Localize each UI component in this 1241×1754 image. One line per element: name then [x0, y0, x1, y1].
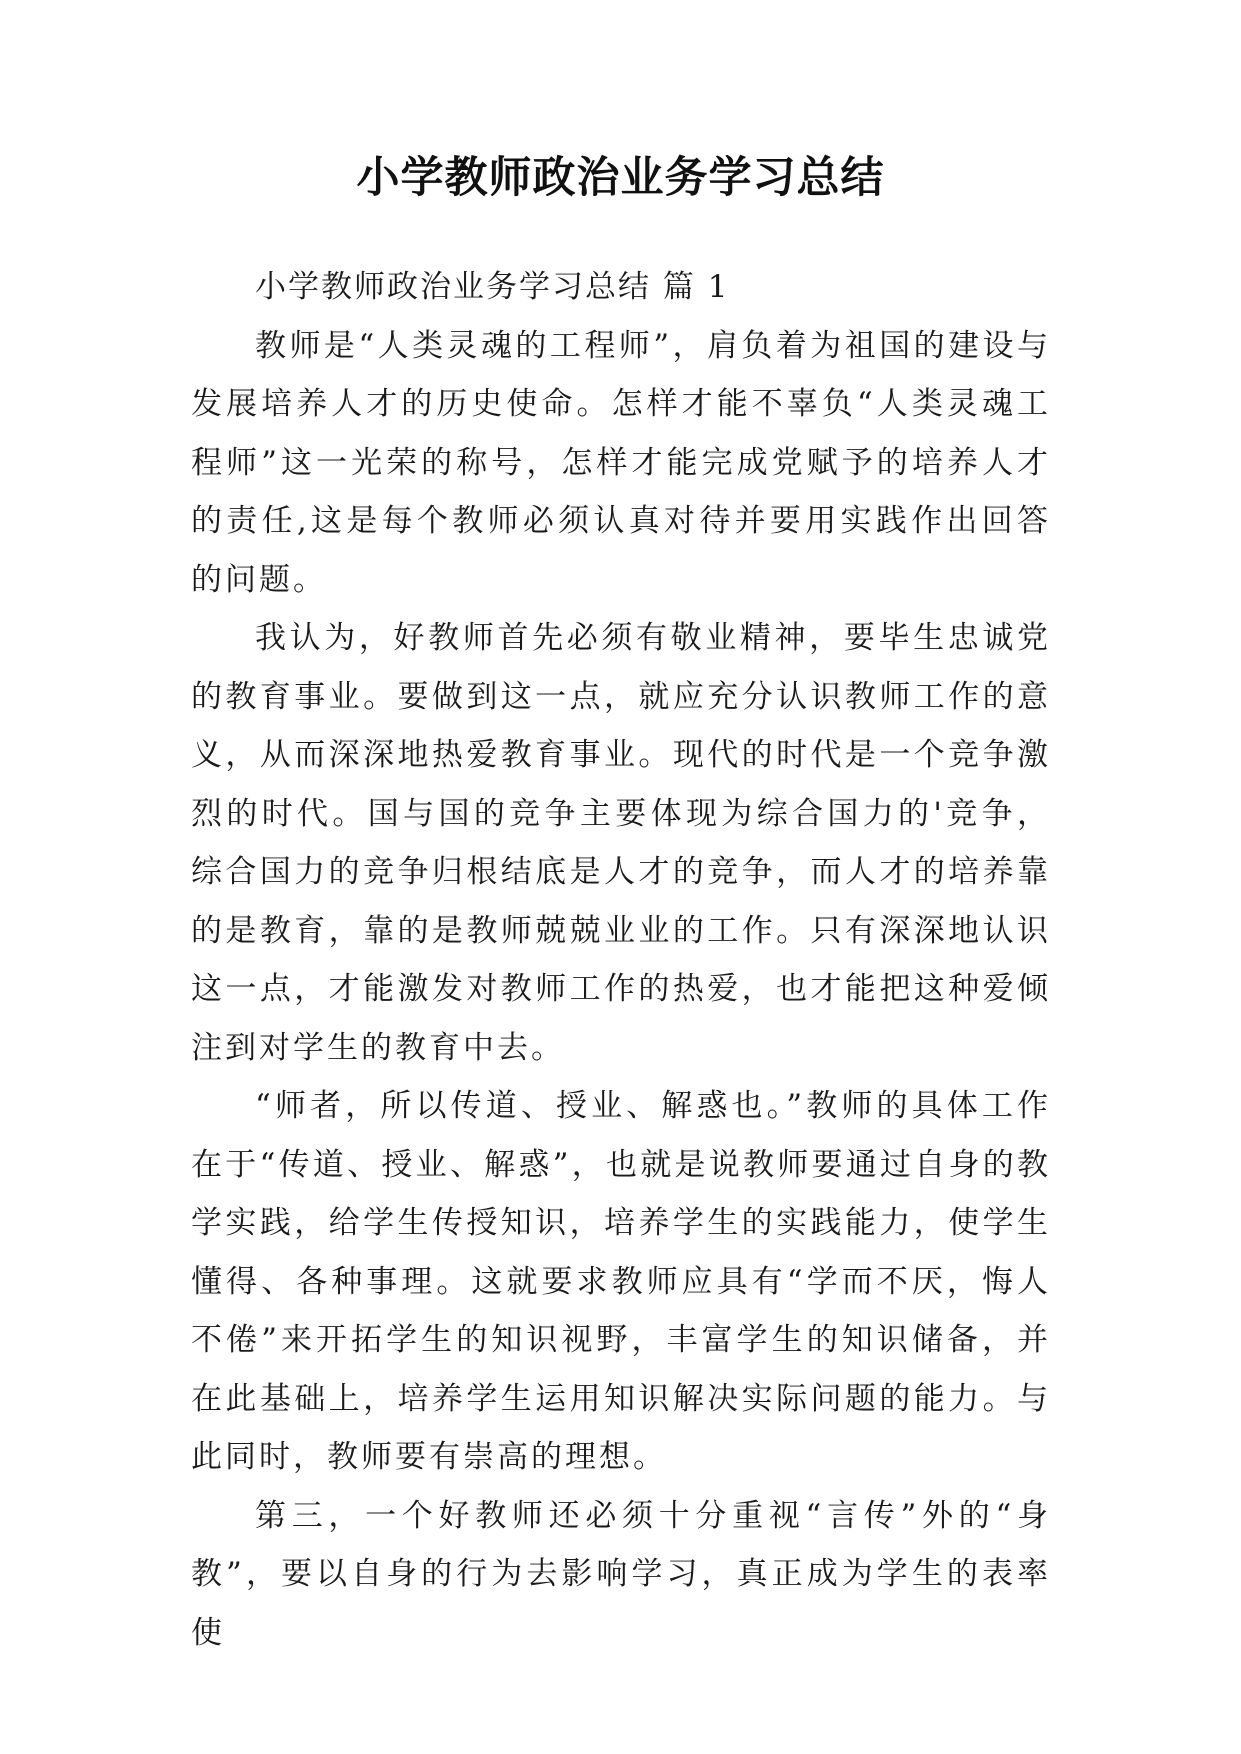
- paragraph-4: 第三，一个好教师还必须十分重视“言传”外的“身教”，要以自身的行为去影响学习，真正成为学生的表率使: [191, 1497, 1051, 1651]
- paragraph-1: 教师是“人类灵魂的工程师”，肩负着为祖国的建设与发展培养人才的历史使命。怎样才能不辜负“人类灵魂工程师”这一光荣的称号，怎样才能完成党赋予的培养人才的责任,这是每个教师必须认真对待并要用实践作出回答的问题。: [191, 327, 1051, 598]
- paragraph-2: 我认为，好教师首先必须有敬业精神，要毕生忠诚党的教育事业。要做到这一点，就应充分认识教师工作的意义，从而深深地热爱教育事业。现代的时代是一个竞争激烈的时代。国与国的竞争主要体现为综合国力的'竞争，综合国力的竞争归根结底是人才的竞争，而人才的培养靠的是教育，靠的是教师兢兢业业的工作。只有深深地认识这一点，才能激发对教师工作的热爱，也才能把这种爱倾注到对学生的教育中去。: [191, 620, 1051, 1066]
- document-title: 小学教师政治业务学习总结: [356, 153, 885, 203]
- section-heading: 小学教师政治业务学习总结 篇 1: [255, 269, 730, 305]
- paragraph-3: “师者，所以传道、授业、解惑也。”教师的具体工作在于“传道、授业、解惑”，也就是说教师要通过自身的教学实践，给学生传授知识，培养学生的实践能力，使学生懂得、各种事理。这就要求教师应具有“学而不厌，悔人不倦”来开拓学生的知识视野，丰富学生的知识储备，并在此基础上，培养学生运用知识解决实际问题的能力。与此同时，教师要有崇高的理想。: [191, 1088, 1051, 1475]
- document-body: [191, 258, 1051, 1662]
